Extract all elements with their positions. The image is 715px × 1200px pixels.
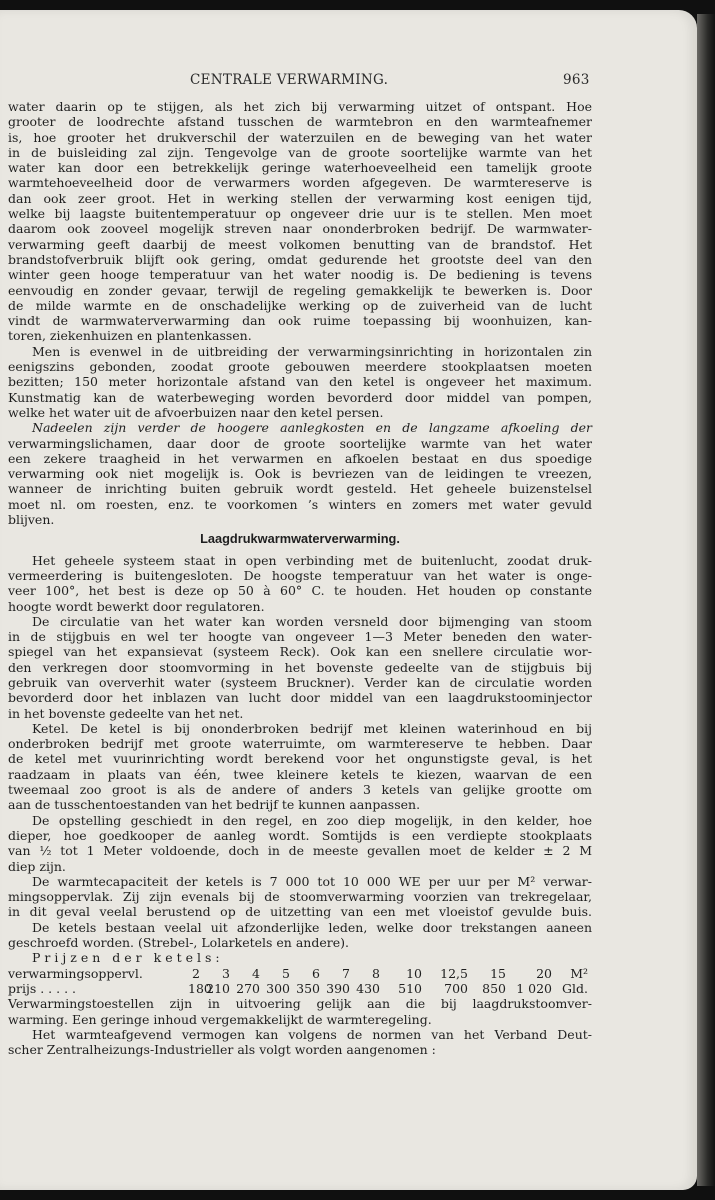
text-line: scher Zentralheizungs-Industrieller als volgt worden aangenomen :	[8, 1042, 436, 1058]
text-line: onderbroken bedrijf met groote waterruimte, om warmtereserve te hebben. Daar	[8, 736, 592, 752]
table-cell: 4	[252, 965, 260, 981]
table-cell: M²	[570, 965, 588, 981]
table-cell: 510	[398, 980, 422, 996]
price-table-row-surface	[8, 966, 592, 981]
body-text	[8, 99, 592, 1057]
text-line: in de stijgbuis en wel ter hoogte van ongeveer 1—3 Meter beneden den water-	[8, 629, 592, 645]
table-cell: 210	[206, 980, 230, 996]
text-line: mingsoppervlak. Zij zijn evenals bij de stoomverwarming voorzien van trekregelaar,	[8, 889, 592, 905]
text-line: wanneer de inrichting buiten gebruik wordt gesteld. Het geheele buizenstelsel	[8, 481, 592, 497]
page-number: 963	[563, 72, 590, 88]
text-line: in de buisleiding zal zijn. Tengevolge van de groote soortelijke warmte van het	[8, 144, 592, 160]
text-line: water kan door een betrekkelijk geringe waterhoeveelheid een tamelijk groote	[8, 160, 592, 176]
text-line: Ketel. De ketel is bij ononderbroken bedrijf met kleinen waterinhoud en bij	[32, 720, 592, 736]
table-cell: 850	[482, 980, 506, 996]
text-line: bevorderd door het inblazen van lucht door middel van een laagdrukstoominjector	[8, 690, 592, 706]
table-cell: 7	[342, 965, 350, 981]
text-line: De opstelling geschiedt in den regel, en zoo diep mogelijk, in den kelder, hoe	[32, 812, 592, 828]
text-line: welke het water uit de afvoerbuizen naar den ketel persen.	[8, 404, 384, 420]
text-line: de ketel met vuurinrichting wordt berekend voor het ongunstigste geval, is het	[8, 751, 592, 767]
text-line: in het bovenste gedeelte van het net.	[8, 705, 244, 721]
text-line: tweemaal zoo groot is als de andere of anders 3 ketels van gelijke grootte om	[8, 782, 592, 798]
text-line: van ½ tot 1 Meter voldoende, doch in de meeste gevallen moet de kelder ± 2 M	[8, 843, 592, 859]
text-line: gebruik van oververhit water (systeem Bruckner). Verder kan de circulatie worden	[8, 674, 592, 690]
text-line: geschroefd worden. (Strebel-, Lolarketels en andere).	[8, 935, 349, 951]
table-cell: 8	[372, 965, 380, 981]
text-line: moet nl. om roesten, enz. te voorkomen ’s winters en zomers met water gevuld	[8, 496, 592, 512]
price-table-row-price	[8, 981, 592, 996]
table-cell: 6	[312, 965, 320, 981]
text-line: veer 100°, het best is deze op 50 à 60° C. te houden. Het houden op constante	[8, 583, 592, 599]
text-line: dieper, hoe goedkooper de aanleg wordt. Somtijds is een verdiepte stookplaats	[8, 827, 592, 843]
text-line: Men is evenwel in de uitbreiding der verwarmingsinrichting in horizontalen zin	[32, 343, 592, 359]
text-line: verwarmingslichamen, daar door de groote soortelijke warmte van het water	[8, 435, 592, 451]
table-cell: 430	[356, 980, 380, 996]
text-line: verwarming ook niet mogelijk is. Ook is bevriezen van de leidingen te vreezen,	[8, 466, 592, 482]
table-cell: 180	[188, 980, 212, 996]
table-cell: 15	[490, 965, 506, 981]
table-cell: 2	[192, 965, 200, 981]
text-line: raadzaam in plaats van één, twee kleinere ketels te kiezen, waarvan de een	[8, 766, 592, 782]
text-line: bezitten; 150 meter horizontale afstand van den ketel is ongeveer het maximum.	[8, 374, 592, 390]
text-line: daarom ook zooveel mogelijk streven naar ononderbroken bedrijf. De warmwater-	[8, 221, 592, 237]
running-header-title: CENTRALE VERWARMING.	[190, 72, 389, 88]
text-line: De warmtecapaciteit der ketels is 7 000 tot 10 000 WE per uur per M² verwar-	[32, 873, 592, 889]
text-line: vindt de warmwaterverwarming dan ook ruime toepassing bij woonhuizen, kan-	[8, 313, 592, 329]
text-line: hoogte wordt bewerkt door regulatoren.	[8, 598, 265, 614]
text-line: welke bij laagste buitentemperatuur op ongeveer drie uur is te stellen. Men moet	[8, 206, 592, 222]
table-label: verwarmingsoppervl.	[8, 965, 143, 981]
table-cell: 700	[444, 980, 468, 996]
text-line: Het warmteafgevend vermogen kan volgens de normen van het Verband Deut-	[32, 1026, 592, 1042]
table-cell: 270	[236, 980, 260, 996]
section-heading: Laagdrukwarmwaterverwarming.	[200, 531, 400, 547]
table-cell: 390	[326, 980, 350, 996]
table-cell: 12,5	[440, 965, 468, 981]
table-cell: 1 020	[516, 980, 552, 996]
text-line: eenvoudig en zonder gevaar, terwijl de regeling gemakkelijk te bewerken is. Door	[8, 282, 592, 298]
table-cell: Gld.	[562, 980, 588, 996]
text-line: is, hoe grooter het drukverschil der waterzuilen en de beweging van het water	[8, 129, 592, 145]
text-line: grooter de loodrechte afstand tusschen de warmtebron en den warmteafnemer	[8, 114, 592, 130]
text-line: spiegel van het expansievat (systeem Reck). Ook kan een snellere circulatie wor-	[8, 644, 592, 660]
text-line: dan ook zeer groot. Het in werking stellen der verwarming kost eenigen tijd,	[8, 190, 592, 206]
text-line: warming. Een geringe inhoud vergemakkelijkt de warmteregeling.	[8, 1011, 432, 1027]
text-line: water daarin op te stijgen, als het zich bij verwarming uitzet of ontspant. Hoe	[8, 99, 592, 114]
text-line: Het geheele systeem staat in open verbinding met de buitenlucht, zoodat druk-	[32, 552, 592, 568]
table-cell: 3	[222, 965, 230, 981]
text-line: diep zijn.	[8, 858, 66, 874]
table-label: prijs . . . . .	[8, 980, 76, 996]
text-line: Prijzen der ketels:	[32, 950, 224, 966]
text-line: Kunstmatig kan de waterbeweging worden bevorderd door middel van pompen,	[8, 389, 592, 405]
text-line: Verwarmingstoestellen zijn in uitvoering gelijk aan die bij laagdrukstoomver-	[8, 996, 592, 1012]
text-line: Nadeelen zijn verder de hoogere aanlegkosten en de langzame afkoeling der	[32, 420, 592, 436]
text-line: verwarming geeft daarbij de meest volkomen benutting van de brandstof. Het	[8, 236, 592, 252]
text-line: de milde warmte en de onschadelijke werking op de zuiverheid van de lucht	[8, 297, 592, 313]
page-edge	[697, 14, 715, 1186]
text-line: een zekere traagheid in het verwarmen en afkoelen bestaat en dus spoedige	[8, 450, 592, 466]
table-cell: 5	[282, 965, 290, 981]
text-line: brandstofverbruik blijft ook gering, omdat gedurende het grootste deel van den	[8, 251, 592, 267]
text-line: den verkregen door stoomvorming in het bovenste gedeelte van de stijgbuis bij	[8, 659, 592, 675]
text-line: blijven.	[8, 512, 55, 528]
text-line: in dit geval veelal berustend op de uitzetting van een met vloeistof gevulde buis.	[8, 904, 592, 920]
text-line: vermeerdering is buitengesloten. De hoogste temperatuur van het water is onge-	[8, 567, 592, 583]
table-cell: 350	[296, 980, 320, 996]
table-cell: 300	[266, 980, 290, 996]
table-cell: 10	[406, 965, 422, 981]
text-line: De circulatie van het water kan worden versneld door bijmenging van stoom	[32, 613, 592, 629]
text-line: winter geen hooge temperatuur van het water noodig is. De bediening is tevens	[8, 267, 592, 283]
text-line: aan de tusschentoestanden van het bedrijf te kunnen aanpassen.	[8, 797, 421, 813]
table-cell: 20	[536, 965, 552, 981]
text-line: De ketels bestaan veelal uit afzonderlijke leden, welke door trekstangen aaneen	[32, 919, 592, 935]
text-line: eenigszins gebonden, zoodat groote gebouwen meerdere stookplaatsen moeten	[8, 359, 592, 375]
text-line: toren, ziekenhuizen en plantenkassen.	[8, 328, 252, 344]
text-line: warmtehoeveelheid door de verwarmers worden afgegeven. De warmtereserve is	[8, 175, 592, 191]
